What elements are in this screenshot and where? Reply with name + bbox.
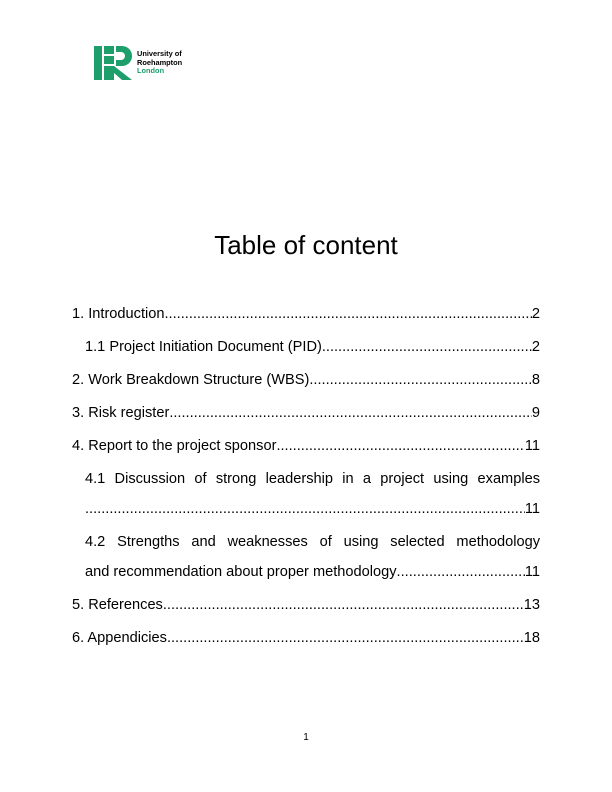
table-of-contents — [72, 303, 540, 649]
toc-entry-appendicies[interactable] — [72, 627, 540, 649]
toc-entry-page: 9 — [531, 405, 540, 421]
toc-entry-text: 6. Appendicies — [72, 630, 167, 646]
university-logo-text — [137, 50, 182, 76]
toc-entry-report-sponsor[interactable] — [72, 435, 540, 457]
toc-entry-text: 1. Introduction — [72, 306, 165, 322]
toc-leader-dots — [163, 594, 524, 616]
toc-entry-text: 4. Report to the project sponsor — [72, 438, 277, 454]
toc-entry-text: 1.1 Project Initiation Document (PID) — [85, 339, 322, 355]
toc-entry-text-line-2: and recommendation about proper methodology — [85, 564, 397, 580]
logo-line-1: University of — [137, 49, 182, 58]
toc-entry-introduction[interactable] — [72, 303, 540, 325]
logo-line-3: London — [137, 66, 165, 76]
toc-entry-page: 11 — [524, 501, 540, 517]
toc-entry-text: 3. Risk register — [72, 405, 170, 421]
toc-entry-references[interactable] — [72, 594, 540, 616]
toc-entry-page: 2 — [531, 339, 540, 355]
toc-entry-page: 13 — [523, 597, 540, 613]
page-number: 1 — [303, 732, 309, 743]
toc-leader-dots — [276, 435, 524, 457]
toc-entry-methodology[interactable] — [72, 531, 540, 583]
toc-entry-page: 11 — [524, 564, 540, 580]
toc-entry-risk-register[interactable] — [72, 402, 540, 424]
toc-entry-page: 18 — [523, 630, 540, 646]
toc-leader-dots — [309, 369, 532, 391]
toc-entry-text: 5. References — [72, 597, 163, 613]
toc-leader-dots — [322, 336, 532, 358]
toc-entry-page: 8 — [531, 372, 540, 388]
toc-entry-text: 2. Work Breakdown Structure (WBS) — [72, 372, 310, 388]
university-logo-mark-icon — [94, 46, 132, 80]
toc-leader-dots — [167, 627, 524, 649]
toc-leader-dots — [169, 402, 532, 424]
toc-entry-page: 11 — [524, 438, 540, 454]
logo-line-2: Roehampton — [137, 57, 183, 67]
toc-leader-dots — [165, 303, 532, 325]
toc-entry-leadership[interactable] — [72, 468, 540, 520]
university-logo — [94, 46, 224, 80]
toc-entry-page: 2 — [531, 306, 540, 322]
toc-entry-text-line-1: 4.2 Strengths and weaknesses of using selected methodology — [85, 534, 540, 550]
toc-entry-wbs[interactable] — [72, 369, 540, 391]
toc-leader-dots — [85, 498, 525, 520]
page-title: Table of content — [214, 230, 398, 260]
toc-entry-text: 4.1 Discussion of strong leadership in a project using examples — [85, 471, 540, 487]
toc-leader-dots — [397, 561, 525, 583]
toc-entry-pid[interactable] — [72, 336, 540, 358]
